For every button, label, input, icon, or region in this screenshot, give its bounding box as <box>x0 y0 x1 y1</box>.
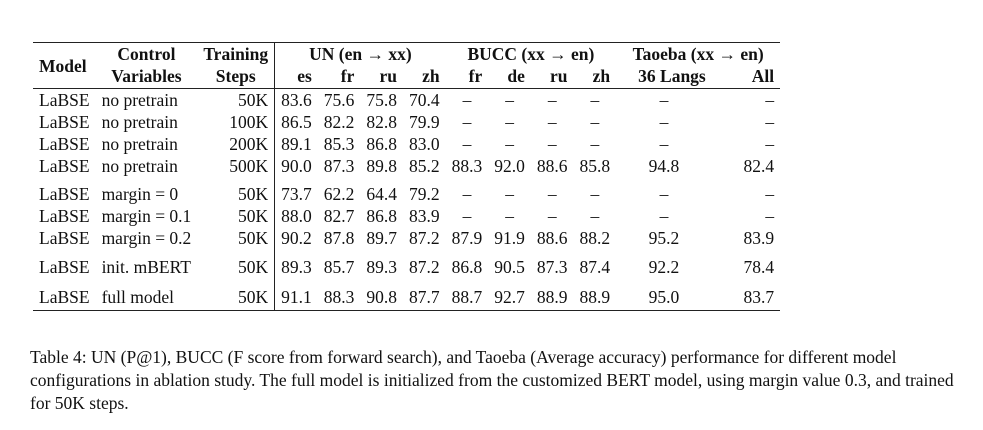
cell-bucc-ru: 87.3 <box>536 257 568 277</box>
cell-bucc-de: – <box>505 184 514 204</box>
cell-model: LaBSE <box>39 257 90 277</box>
cell-un-fr: 82.2 <box>323 112 355 132</box>
header-model: Model <box>33 43 96 89</box>
cell-un-es: 86.5 <box>281 112 312 132</box>
cell-taoeba-all: – <box>765 112 775 132</box>
header-bucc-de: de <box>488 65 531 89</box>
header-taoeba-36: 36 Langs <box>616 65 712 89</box>
cell-taoeba-36: – <box>659 134 669 154</box>
cell-un-ru: 86.8 <box>366 134 398 154</box>
cell-un-zh: 87.2 <box>409 257 440 277</box>
cell-un-ru: 89.7 <box>366 228 398 248</box>
cell-un-es: 83.6 <box>281 90 312 110</box>
cell-taoeba-36: – <box>659 206 669 226</box>
table-row <box>33 205 780 227</box>
cell-model: LaBSE <box>39 206 90 226</box>
cell-model: LaBSE <box>39 184 90 204</box>
ablation-table <box>33 42 780 311</box>
table-row <box>33 89 780 112</box>
cell-bucc-fr: – <box>462 206 472 226</box>
cell-un-es: 73.7 <box>281 184 312 204</box>
cell-model: LaBSE <box>39 134 90 154</box>
cell-un-es: 90.0 <box>281 156 312 176</box>
cell-bucc-de: – <box>505 134 514 154</box>
cell-bucc-ru: 88.6 <box>536 228 568 248</box>
cell-bucc-ru: – <box>547 184 557 204</box>
cell-un-es: 91.1 <box>275 278 318 311</box>
cell-taoeba-all: 83.7 <box>712 278 780 311</box>
cell-un-zh: 87.2 <box>409 228 440 248</box>
cell-model: LaBSE <box>39 156 90 176</box>
header-bucc-group: BUCC (xx → en) <box>446 43 617 66</box>
cell-variable: margin = 0 <box>101 184 179 204</box>
cell-bucc-de: 92.7 <box>488 278 531 311</box>
table-row <box>33 133 780 155</box>
cell-bucc-ru: – <box>547 206 557 226</box>
cell-taoeba-all: – <box>765 90 775 110</box>
cell-un-fr: 87.3 <box>323 156 355 176</box>
header-training-line1: Training <box>197 43 274 66</box>
cell-bucc-zh: 85.8 <box>579 156 611 176</box>
table-row <box>33 111 780 133</box>
cell-model: LaBSE <box>39 90 90 110</box>
cell-un-zh: 79.2 <box>409 184 440 204</box>
cell-variable: no pretrain <box>101 156 178 176</box>
cell-variable: margin = 0.1 <box>101 206 192 226</box>
header-control-line1: Control <box>96 43 198 66</box>
cell-bucc-zh: 88.2 <box>579 228 611 248</box>
cell-bucc-de: 91.9 <box>494 228 525 248</box>
cell-taoeba-all: – <box>765 134 775 154</box>
header-taoeba-group: Taoeba (xx → en) <box>616 43 780 66</box>
cell-taoeba-36: – <box>659 90 669 110</box>
cell-un-zh: 70.4 <box>409 90 440 110</box>
cell-taoeba-36: 95.2 <box>648 228 680 248</box>
header-un-zh: zh <box>403 65 446 89</box>
cell-un-fr: 87.8 <box>323 228 355 248</box>
header-un-group: UN (en → xx) <box>275 43 446 66</box>
header-bucc-zh: zh <box>574 65 617 89</box>
cell-bucc-zh: – <box>590 206 600 226</box>
cell-bucc-ru: – <box>547 112 557 132</box>
cell-bucc-fr: 87.9 <box>451 228 483 248</box>
cell-un-es: 89.1 <box>281 134 312 154</box>
cell-bucc-zh: – <box>590 184 600 204</box>
cell-taoeba-36: – <box>659 184 669 204</box>
cell-bucc-de: 90.5 <box>494 257 525 277</box>
cell-un-zh: 87.7 <box>403 278 446 311</box>
cell-taoeba-36: – <box>659 112 669 132</box>
cell-variable: full model <box>96 278 198 311</box>
cell-taoeba-all: – <box>765 184 775 204</box>
cell-un-zh: 83.0 <box>409 134 440 154</box>
table-row <box>33 177 780 205</box>
cell-un-zh: 83.9 <box>409 206 440 226</box>
header-un-es: es <box>275 65 318 89</box>
cell-steps: 50K <box>197 205 274 227</box>
cell-taoeba-all: 83.9 <box>743 228 775 248</box>
cell-bucc-fr: 88.7 <box>446 278 489 311</box>
cell-un-fr: 82.7 <box>323 206 355 226</box>
cell-steps: 100K <box>197 111 274 133</box>
cell-variable: no pretrain <box>101 90 178 110</box>
cell-bucc-zh: 88.9 <box>574 278 617 311</box>
cell-bucc-de: – <box>505 112 514 132</box>
cell-un-ru: 89.8 <box>366 156 398 176</box>
cell-steps: 50K <box>197 89 274 112</box>
cell-un-ru: 89.3 <box>366 257 398 277</box>
cell-bucc-ru: 88.9 <box>531 278 574 311</box>
cell-taoeba-all: 82.4 <box>743 156 775 176</box>
cell-un-fr: 85.3 <box>323 134 355 154</box>
cell-bucc-ru: 88.6 <box>536 156 568 176</box>
cell-taoeba-36: 94.8 <box>648 156 680 176</box>
cell-steps: 500K <box>197 155 274 177</box>
cell-bucc-ru: – <box>547 90 557 110</box>
cell-bucc-fr: – <box>462 90 472 110</box>
cell-un-fr: 62.2 <box>323 184 355 204</box>
cell-taoeba-36: 95.0 <box>616 278 712 311</box>
cell-model: LaBSE <box>39 112 90 132</box>
cell-variable: no pretrain <box>101 112 178 132</box>
cell-taoeba-36: 92.2 <box>648 257 680 277</box>
cell-un-ru: 82.8 <box>366 112 398 132</box>
cell-un-ru: 86.8 <box>366 206 398 226</box>
cell-variable: init. mBERT <box>101 257 191 277</box>
cell-bucc-fr: – <box>462 112 472 132</box>
table-row <box>33 278 780 311</box>
cell-un-fr: 75.6 <box>323 90 355 110</box>
cell-bucc-fr: – <box>462 134 472 154</box>
cell-bucc-de: – <box>505 90 514 110</box>
header-un-ru: ru <box>360 65 403 89</box>
cell-steps: 50K <box>197 227 274 249</box>
cell-bucc-fr: 88.3 <box>451 156 483 176</box>
cell-variable: no pretrain <box>101 134 178 154</box>
cell-steps: 50K <box>197 177 274 205</box>
cell-bucc-zh: 87.4 <box>579 257 611 277</box>
header-bucc-fr: fr <box>446 65 489 89</box>
cell-bucc-de: – <box>505 206 514 226</box>
cell-bucc-ru: – <box>547 134 557 154</box>
cell-bucc-fr: – <box>462 184 472 204</box>
header-taoeba-all: All <box>712 65 780 89</box>
cell-bucc-zh: – <box>590 90 600 110</box>
table-row <box>33 249 780 278</box>
header-bucc-ru: ru <box>531 65 574 89</box>
cell-un-zh: 79.9 <box>409 112 440 132</box>
table-caption: Table 4: UN (P@1), BUCC (F score from forward search), and Taoeba (Average accuracy) performance for different model configurations in ablation study. The full model is initialized from the customized BERT model, using margin value 0.3, and trained for 50K steps. <box>30 347 954 413</box>
cell-un-fr: 88.3 <box>318 278 361 311</box>
header-un-fr: fr <box>318 65 361 89</box>
cell-un-es: 88.0 <box>281 206 312 226</box>
table-row <box>33 155 780 177</box>
cell-steps: 50K <box>197 249 274 278</box>
cell-steps: 50K <box>197 278 274 311</box>
cell-taoeba-all: 78.4 <box>743 257 775 277</box>
cell-model: LaBSE <box>33 278 96 311</box>
cell-bucc-de: 92.0 <box>494 156 525 176</box>
header-training-line2: Steps <box>197 65 274 89</box>
cell-un-ru: 64.4 <box>366 184 398 204</box>
cell-model: LaBSE <box>39 228 90 248</box>
cell-un-ru: 90.8 <box>360 278 403 311</box>
table-row <box>33 227 780 249</box>
cell-un-es: 89.3 <box>281 257 312 277</box>
cell-bucc-zh: – <box>590 112 600 132</box>
cell-un-ru: 75.8 <box>366 90 398 110</box>
cell-bucc-fr: 86.8 <box>451 257 483 277</box>
cell-un-zh: 85.2 <box>409 156 440 176</box>
cell-un-fr: 85.7 <box>323 257 355 277</box>
header-control-line2: Variables <box>96 65 198 89</box>
cell-taoeba-all: – <box>765 206 775 226</box>
cell-un-es: 90.2 <box>281 228 312 248</box>
cell-steps: 200K <box>197 133 274 155</box>
cell-bucc-zh: – <box>590 134 600 154</box>
cell-variable: margin = 0.2 <box>101 228 192 248</box>
